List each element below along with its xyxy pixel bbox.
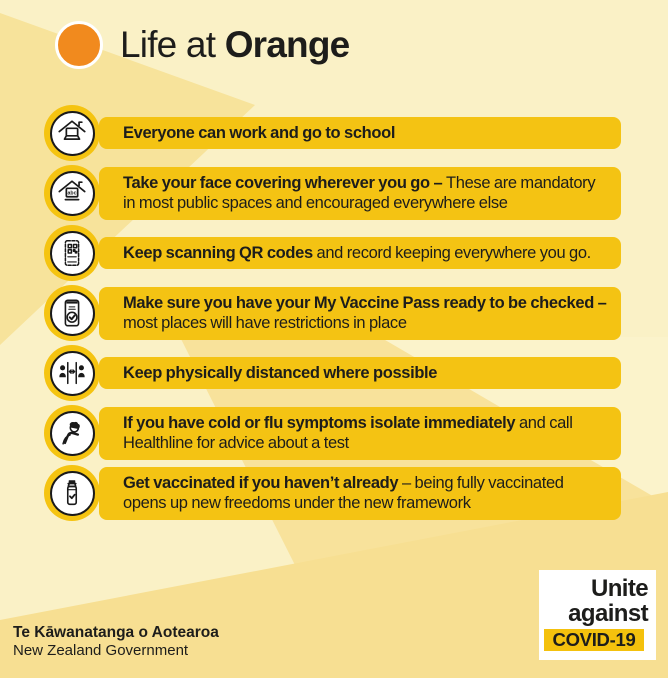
guideline-bar: Everyone can work and go to school <box>99 117 621 150</box>
badge-line-unite: Unite <box>590 575 648 602</box>
list-item-face-covering <box>44 165 621 221</box>
list-item-qr-codes <box>44 225 621 281</box>
guideline-bar: Make sure you have your My Vaccine Pass ready to be checked – most places will have restrictions in place <box>99 287 621 340</box>
list-item-work-school <box>44 105 621 161</box>
list-item-symptoms-isolate <box>44 405 621 461</box>
list-item-physical-distance <box>44 345 621 401</box>
vaccine-vial-icon <box>44 465 100 521</box>
orange-level-dot-icon <box>55 21 103 69</box>
house-laptop-icon <box>44 105 100 161</box>
svg-text:abc: abc <box>67 190 77 197</box>
guideline-bar: Get vaccinated if you haven’t already – being fully vaccinated opens up new freedoms under the new framework <box>99 467 621 520</box>
badge-covid19-strip: COVID-19 <box>544 629 644 651</box>
nz-government-logo <box>13 624 219 660</box>
guideline-bar: Take your face covering wherever you go – These are mandatory in most public spaces and encouraged everywhere else <box>99 167 621 220</box>
qr-code-phone-icon <box>44 225 100 281</box>
list-item-vaccine-pass <box>44 285 621 341</box>
page-title: Life at Orange <box>120 24 350 65</box>
physical-distancing-icon <box>44 345 100 401</box>
govt-name-english: New Zealand Government <box>13 642 189 659</box>
vaccine-pass-phone-icon <box>44 285 100 341</box>
guideline-list <box>44 105 621 525</box>
unite-against-covid-badge <box>539 570 656 660</box>
guideline-bar: Keep physically distanced where possible <box>99 357 621 390</box>
cough-into-elbow-icon <box>44 405 100 461</box>
guideline-bar: Keep scanning QR codes and record keeping everywhere you go. <box>99 237 621 270</box>
house-laptop-abc-icon <box>44 165 100 221</box>
list-item-get-vaccinated <box>44 465 621 521</box>
guideline-bar: If you have cold or flu symptoms isolate immediately and call Healthline for advice about a test <box>99 407 621 460</box>
badge-line-against: against <box>568 600 648 627</box>
govt-name-maori: Te Kāwanatanga o Aotearoa <box>13 624 219 641</box>
